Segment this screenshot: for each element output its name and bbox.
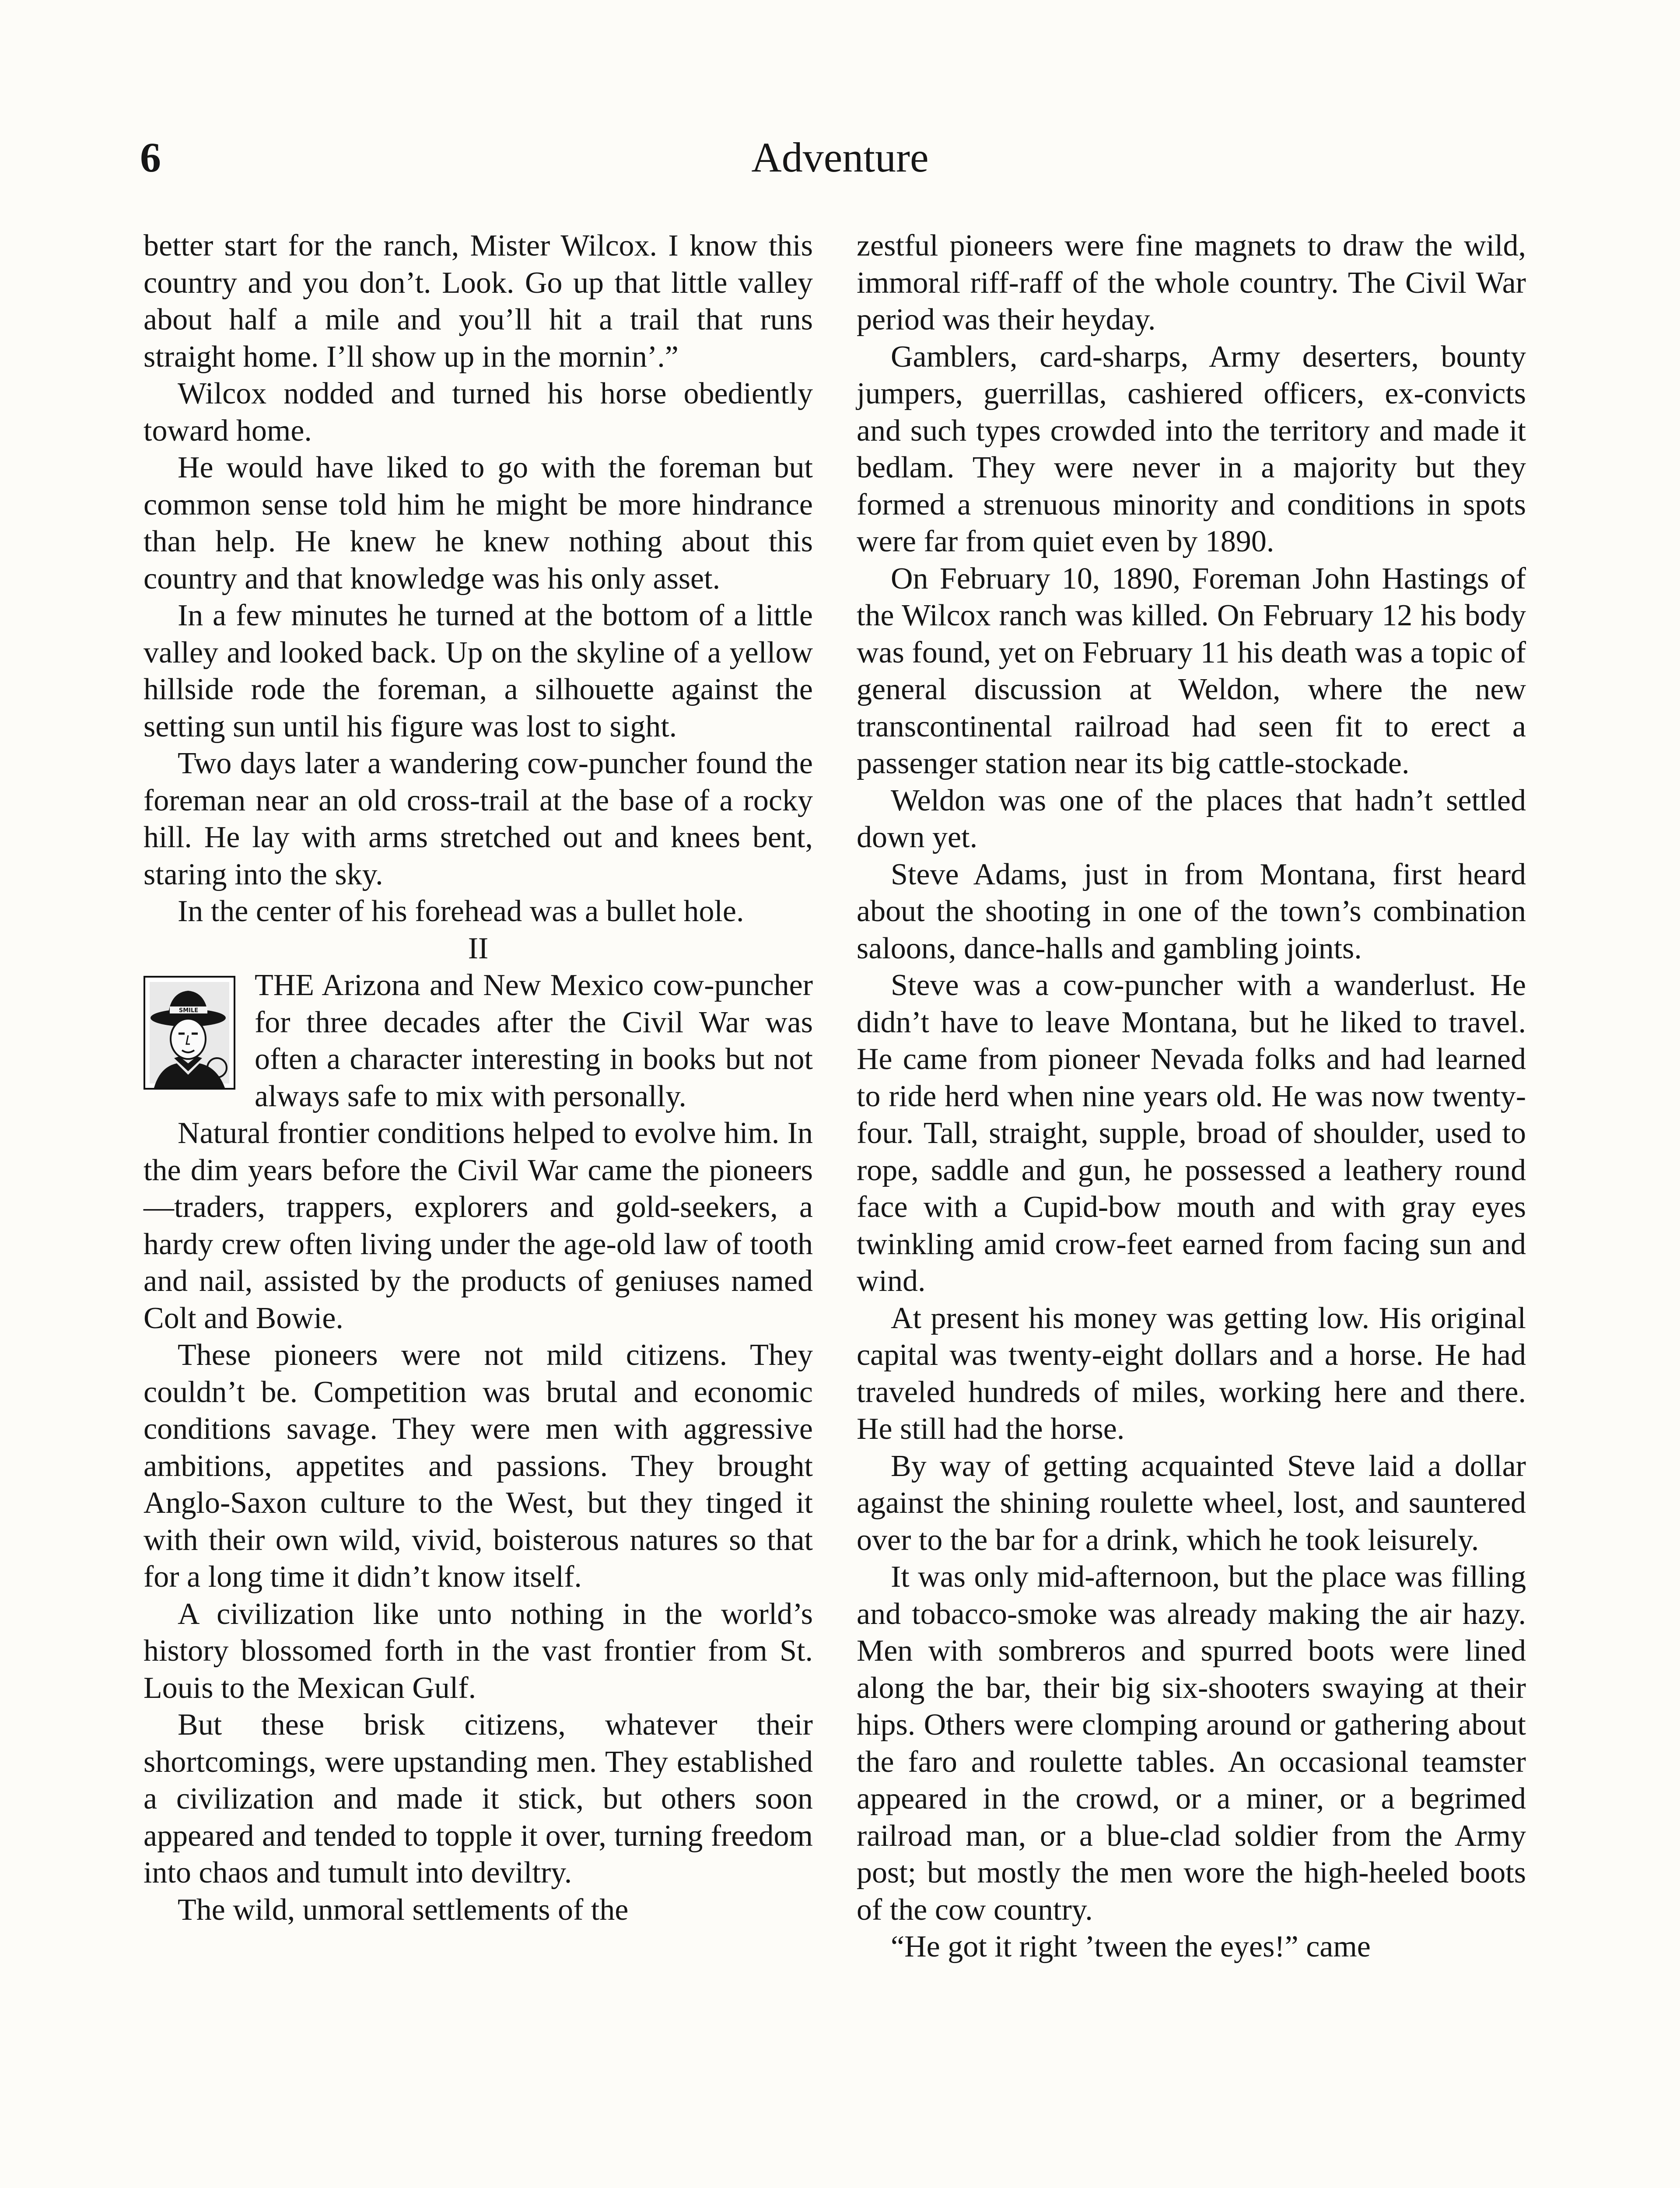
headpiece-illustration (145, 978, 234, 1088)
paragraph: Two days later a wandering cow-puncher found the foreman near an old cross-trail at the base of a rocky hill. He lay with arms stretched out and knees bent, staring into the sky. (144, 747, 813, 891)
paragraph: Steve was a cow-puncher with a wanderlust. He didn’t have to leave Montana, but he liked to travel. He came from pioneer Nevada folks and had learned to ride herd when nine years old. He was now twenty-four. Tall, straight, supple, broad of shoulder, used to rope, saddle and gun, he possessed a leathery round face with a Cupid-bow mouth and with gray eyes twinkling amid crow-feet earned from facing sun and wind. (857, 968, 1526, 1298)
paragraph: Gamblers, card-sharps, Army deserters, bounty jumpers, guerrillas, cashiered officers, ex-convicts and such types crowded into the territory and made it bedlam. They were never in a majority but they formed a strenuous minority and conditions in spots were far from quiet even by 1890. (857, 340, 1526, 558)
paragraph: Wilcox nodded and turned his horse obediently toward home. (144, 377, 813, 448)
paragraph: Weldon was one of the places that hadn’t settled down yet. (857, 783, 1526, 854)
left-column (144, 228, 813, 1929)
right-column (857, 228, 1526, 1966)
cowboy-portrait-icon (144, 976, 235, 1090)
paragraph: He would have liked to go with the foreman but common sense told him he might be more hindrance than help. He knew he knew nothing about this country and that knowledge was his only asset. (144, 451, 813, 596)
paragraph: better start for the ranch, Mister Wilcox. I know this country and you don’t. Look. Go up that little valley about half a mile and you’ll hit a trail that runs straight home. I’ll show up in the mornin’.” (144, 229, 813, 374)
paragraph: Natural frontier conditions helped to evolve him. In the dim years before the Civil War came the pioneers—traders, trappers, explorers and gold-seekers, a hardy crew often living under the age-old law of tooth and nail, assisted by the products of geniuses named Colt and Bowie. (144, 1116, 813, 1335)
paragraph: zestful pioneers were fine magnets to draw the wild, immoral riff-raff of the whole country. The Civil War period was their heyday. (857, 229, 1526, 337)
paragraph: On February 10, 1890, Foreman John Hastings of the Wilcox ranch was killed. On February 12 his body was found, yet on February 11 his death was a topic of general discussion at Weldon, where the new transcontinental railroad had seen fit to erect a passenger station near its big cattle-stockade. (857, 561, 1526, 780)
paragraph: These pioneers were not mild citizens. They couldn’t be. Competition was brutal and economic conditions savage. They were men with aggressive ambitions, appetites and passions. They brought Anglo-Saxon culture to the West, but they tinged it with their own wild, vivid, boisterous natures so that for a long time it didn’t know itself. (144, 1338, 813, 1594)
paragraph: Steve Adams, just in from Montana, first heard about the shooting in one of the town’s combination saloons, dance-halls and gambling joints. (857, 857, 1526, 965)
paragraph: A civilization like unto nothing in the world’s history blossomed forth in the vast frontier from St. Louis to the Mexican Gulf. (144, 1597, 813, 1705)
paragraph: “He got it right ’tween the eyes!” came (891, 1930, 1371, 1964)
paragraph: In a few minutes he turned at the bottom of a little valley and looked back. Up on the skyline of a yellow hillside rode the foreman, a silhouette against the setting sun until his figure was lost to sight. (144, 599, 813, 743)
paragraph: The wild, unmoral settlements of the (178, 1893, 629, 1927)
section-heading: II (468, 931, 489, 965)
paragraph: THE Arizona and New Mexico cow-puncher for three decades after the Civil War was often a character interesting in books but not always safe to mix with personally. (255, 968, 813, 1113)
paragraph: But these brisk citizens, whatever their shortcomings, were upstanding men. They established a civilization and made it stick, but others soon appeared and tended to topple it over, turning freedom into chaos and tumult into deviltry. (144, 1708, 813, 1890)
paragraph: At present his money was getting low. His original capital was twenty-eight dollars and a horse. He had traveled hundreds of miles, working here and there. He still had the horse. (857, 1301, 1526, 1446)
headpiece-label: SMILE (178, 1007, 199, 1014)
page-number: 6 (140, 134, 161, 181)
paragraph: By way of getting acquainted Steve laid a dollar against the shining roulette wheel, lost, and sauntered over to the bar for a drink, which he took leisurely. (857, 1449, 1526, 1557)
running-head-title: Adventure (751, 134, 929, 181)
paragraph: In the center of his forehead was a bullet hole. (178, 894, 744, 928)
paragraph: It was only mid-afternoon, but the place was filling and tobacco-smoke was already making the air hazy. Men with sombreros and spurred boots were lined along the bar, their big six-shooters swaying at their hips. Others were clomping around or gathering about the faro and roulette tables. An occasional teamster appeared in the crowd, or a miner, or a begrimed railroad man, or a blue-clad soldier from the Army post; but mostly the men wore the high-heeled boots of the cow country. (857, 1560, 1526, 1927)
